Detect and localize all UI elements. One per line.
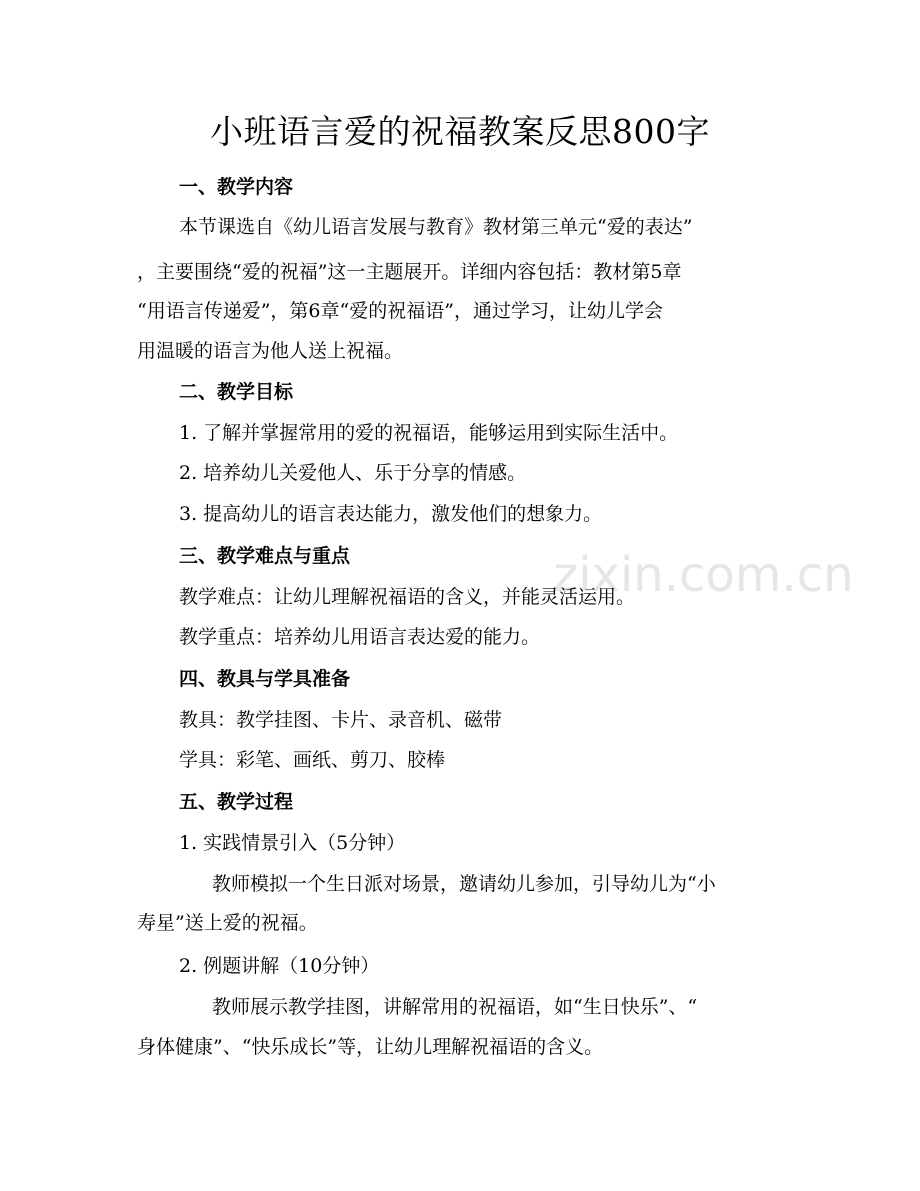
paragraph-line: 学具：彩笔、画纸、剪刀、胶棒	[179, 749, 446, 771]
paragraph-line: “用语言传递爱”，第6章“爱的祝福语”，通过学习，让幼儿学会	[137, 300, 663, 322]
paragraph-line: 教师模拟一个生日派对场景，邀请幼儿参加，引导幼儿为“小	[212, 873, 716, 895]
paragraph-line: ，主要围绕“爱的祝福”这一主题展开。详细内容包括：教材第5章	[137, 261, 682, 283]
paragraph-line: 教师展示教学挂图，讲解常用的祝福语，如“生日快乐”、“	[212, 996, 698, 1018]
list-item: 3. 提高幼儿的语言表达能力，激发他们的想象力。	[179, 503, 603, 525]
paragraph-line: 教具：教学挂图、卡片、录音机、磁带	[179, 709, 503, 731]
section-heading-2: 二、教学目标	[179, 381, 294, 403]
list-item: 2. 培养幼儿关爱他人、乐于分享的情感。	[179, 462, 527, 484]
paragraph-line: 寿星”送上爱的祝福。	[137, 912, 318, 934]
paragraph-line: 教学难点：让幼儿理解祝福语的含义，并能灵活运用。	[179, 586, 636, 608]
watermark: zixin.com.cn	[553, 547, 854, 603]
list-item: 1. 实践情景引入（5分钟）	[179, 832, 406, 854]
page-title: 小班语言爱的祝福教案反思800字	[210, 112, 710, 151]
section-heading-5: 五、教学过程	[179, 791, 294, 813]
paragraph-line: 用温暖的语言为他人送上祝福。	[137, 340, 404, 362]
list-item: 2. 例题讲解（10分钟）	[179, 955, 380, 977]
section-heading-4: 四、教具与学具准备	[179, 668, 351, 690]
list-item: 1. 了解并掌握常用的爱的祝福语，能够运用到实际生活中。	[179, 422, 679, 444]
paragraph-line: 本节课选自《幼儿语言发展与教育》教材第三单元“爱的表达”	[179, 216, 693, 238]
paragraph-line: 教学重点：培养幼儿用语言表达爱的能力。	[179, 626, 541, 648]
section-heading-1: 一、教学内容	[179, 176, 294, 198]
paragraph-line: 身体健康”、“快乐成长”等，让幼儿理解祝福语的含义。	[137, 1036, 604, 1058]
section-heading-3: 三、教学难点与重点	[179, 545, 351, 567]
